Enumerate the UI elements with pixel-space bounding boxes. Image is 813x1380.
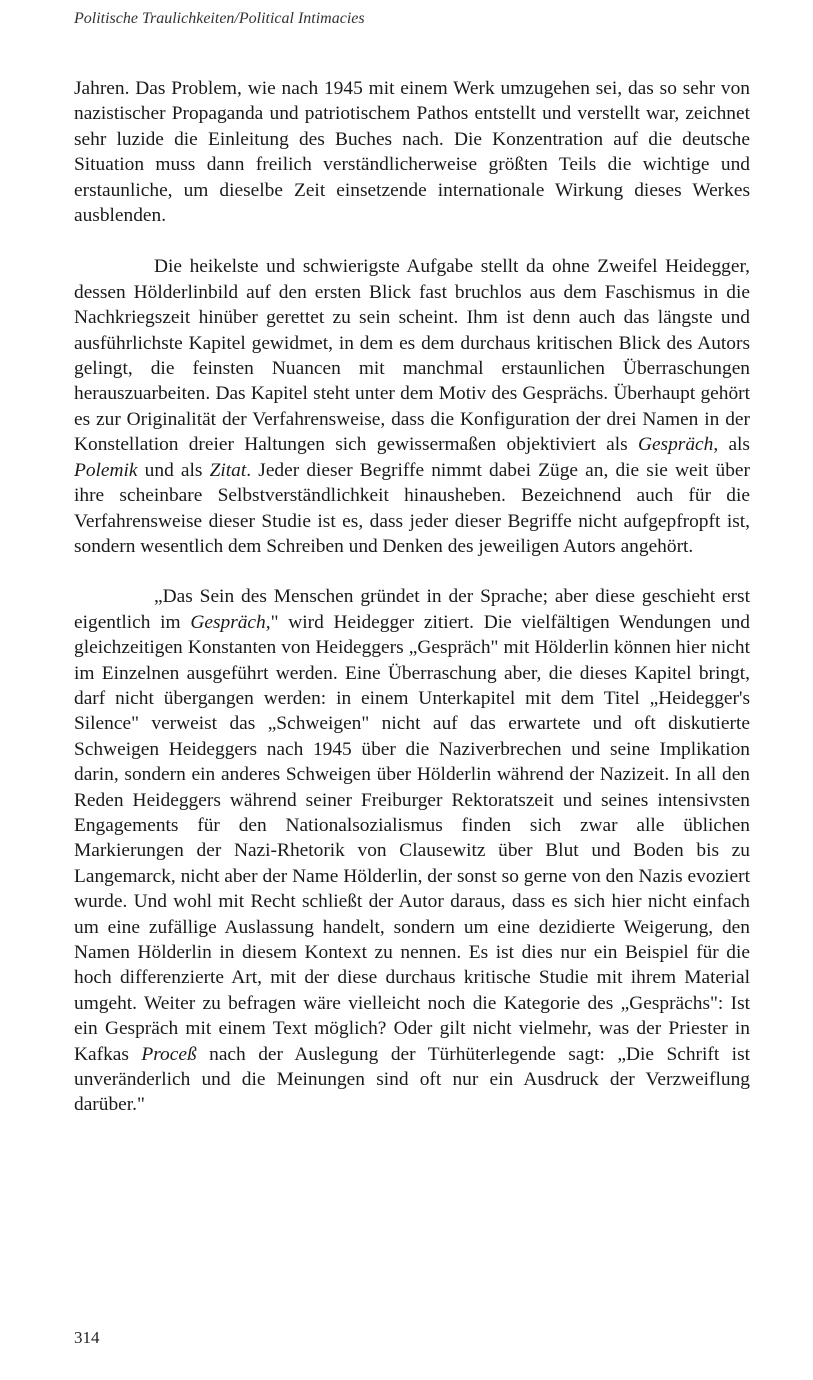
- text-run: nach der Auslegung der Türhüterlegende sagt: „Die Schrift ist unveränderlich und die Meinungen sind oft nur ein Ausdruck der Verzweiflung darüber.": [74, 1043, 751, 1116]
- text-run: Jahren. Das Problem, wie nach 1945 mit einem Werk umzugehen sei, das so sehr von nazistischer Propaganda und patriotischem Pathos entstellt und verstellt war, zeichnet sehr luzide die Einleitung des Buches nach. Die Konzentration auf die deutsche Situation muss dann freilich verständlicherweise größten Teils die wichtige und erstaunliche, um dieselbe Zeit einsetzende internationale Wirkung dieses Werkes ausblenden.: [74, 78, 750, 227]
- text-run: , als: [713, 434, 750, 456]
- italic-term: Zitat: [209, 459, 247, 481]
- italic-term: Polemik: [74, 459, 138, 481]
- italic-term: Proceß: [141, 1043, 197, 1065]
- body-text: [74, 76, 750, 1118]
- paragraph-2: [74, 254, 750, 559]
- text-run: und als: [137, 459, 210, 481]
- text-run: „Das Sein des Menschen gründet in der Sprache; aber diese geschieht erst eigentlich im: [74, 586, 750, 633]
- italic-term: Gespräch: [637, 434, 714, 456]
- text-run: Die heikelste und schwierigste Aufgabe stellt da ohne Zweifel Heidegger, dessen Hölderlinbild auf den ersten Blick fast bruchlos aus dem Faschismus in die Nachkriegszeit hinüber gerettet zu sein scheint. Ihm ist denn auch das längste und ausführlichste Kapitel gewidmet, in dem es dem durchaus kritischen Blick des Autors gelingt, die feinsten Nuancen mit manchmal erstaunlichen Überraschungen herauszuarbeiten. Das Kapitel steht unter dem Motiv des Gesprächs. Überhaupt gehört es zur Originalität der Verfahrensweise, dass die Konfiguration der drei Namen in der Konstellation dreier Haltungen sich gewissermaßen objektiviert als: [74, 256, 750, 456]
- italic-term: Gespräch,: [190, 611, 271, 633]
- text-run: " wird Heidegger zitiert. Die vielfältigen Wendungen und gleichzeitigen Konstanten von Heideggers „Gespräch" mit Hölderlin können hier nicht im Einzelnen ausgeführt werden. Eine Überraschung aber, die dieses Kapitel bringt, darf nicht übergangen werden: in einem Unterkapitel mit dem Titel „Heidegger's Silence" verweist das „Schweigen" nicht auf das erwartete und oft diskutierte Schweigen Heideggers nach 1945 über die Naziverbrechen und seine Implikation darin, sondern ein anderes Schweigen über Hölderlin während der Nazizeit. In all den Reden Heideggers während seiner Freiburger Rektoratszeit und seines intensivsten Engagements für den Nationalsozialismus finden sich zwar alle üblichen Markierungen der Nazi-Rhetorik von Clausewitz über Blut und Boden bis zu Langemarck, nicht aber der Name Hölderlin, der sonst so gerne von den Nazis evoziert wurde. Und wohl mit Recht schließt der Autor daraus, dass es sich hier nicht einfach um eine zufällige Auslassung handelt, sondern um eine dezidierte Weigerung, den Namen Hölderlin in diesem Kontext zu nennen. Es ist dies nur ein Beispiel für die hoch differenzierte Art, mit der diese durchaus kritische Studie mit ihrem Material umgeht. Weiter zu befragen wäre vielleicht noch die Kategorie des „Gesprächs": Ist ein Gespräch mit einem Text möglich? Oder gilt nicht vielmehr, was der Priester in Kafkas: [74, 611, 750, 1065]
- running-header: Politische Traulichkeiten/Political Intimacies: [74, 10, 365, 27]
- page-number: 314: [74, 1328, 100, 1347]
- paragraph-1: [74, 76, 750, 228]
- text-run: . Jeder dieser Begriffe nimmt dabei Züge an, die sie weit über ihre scheinbare Selbstverständlichkeit hinausheben. Bezeichnend auch für die Verfahrensweise dieser Studie ist es, dass jeder dieser Begriffe nicht aufgepfropft ist, sondern wesentlich dem Schreiben und Denken des jeweiligen Autors angehört.: [74, 459, 750, 557]
- paragraph-3: [74, 584, 750, 1118]
